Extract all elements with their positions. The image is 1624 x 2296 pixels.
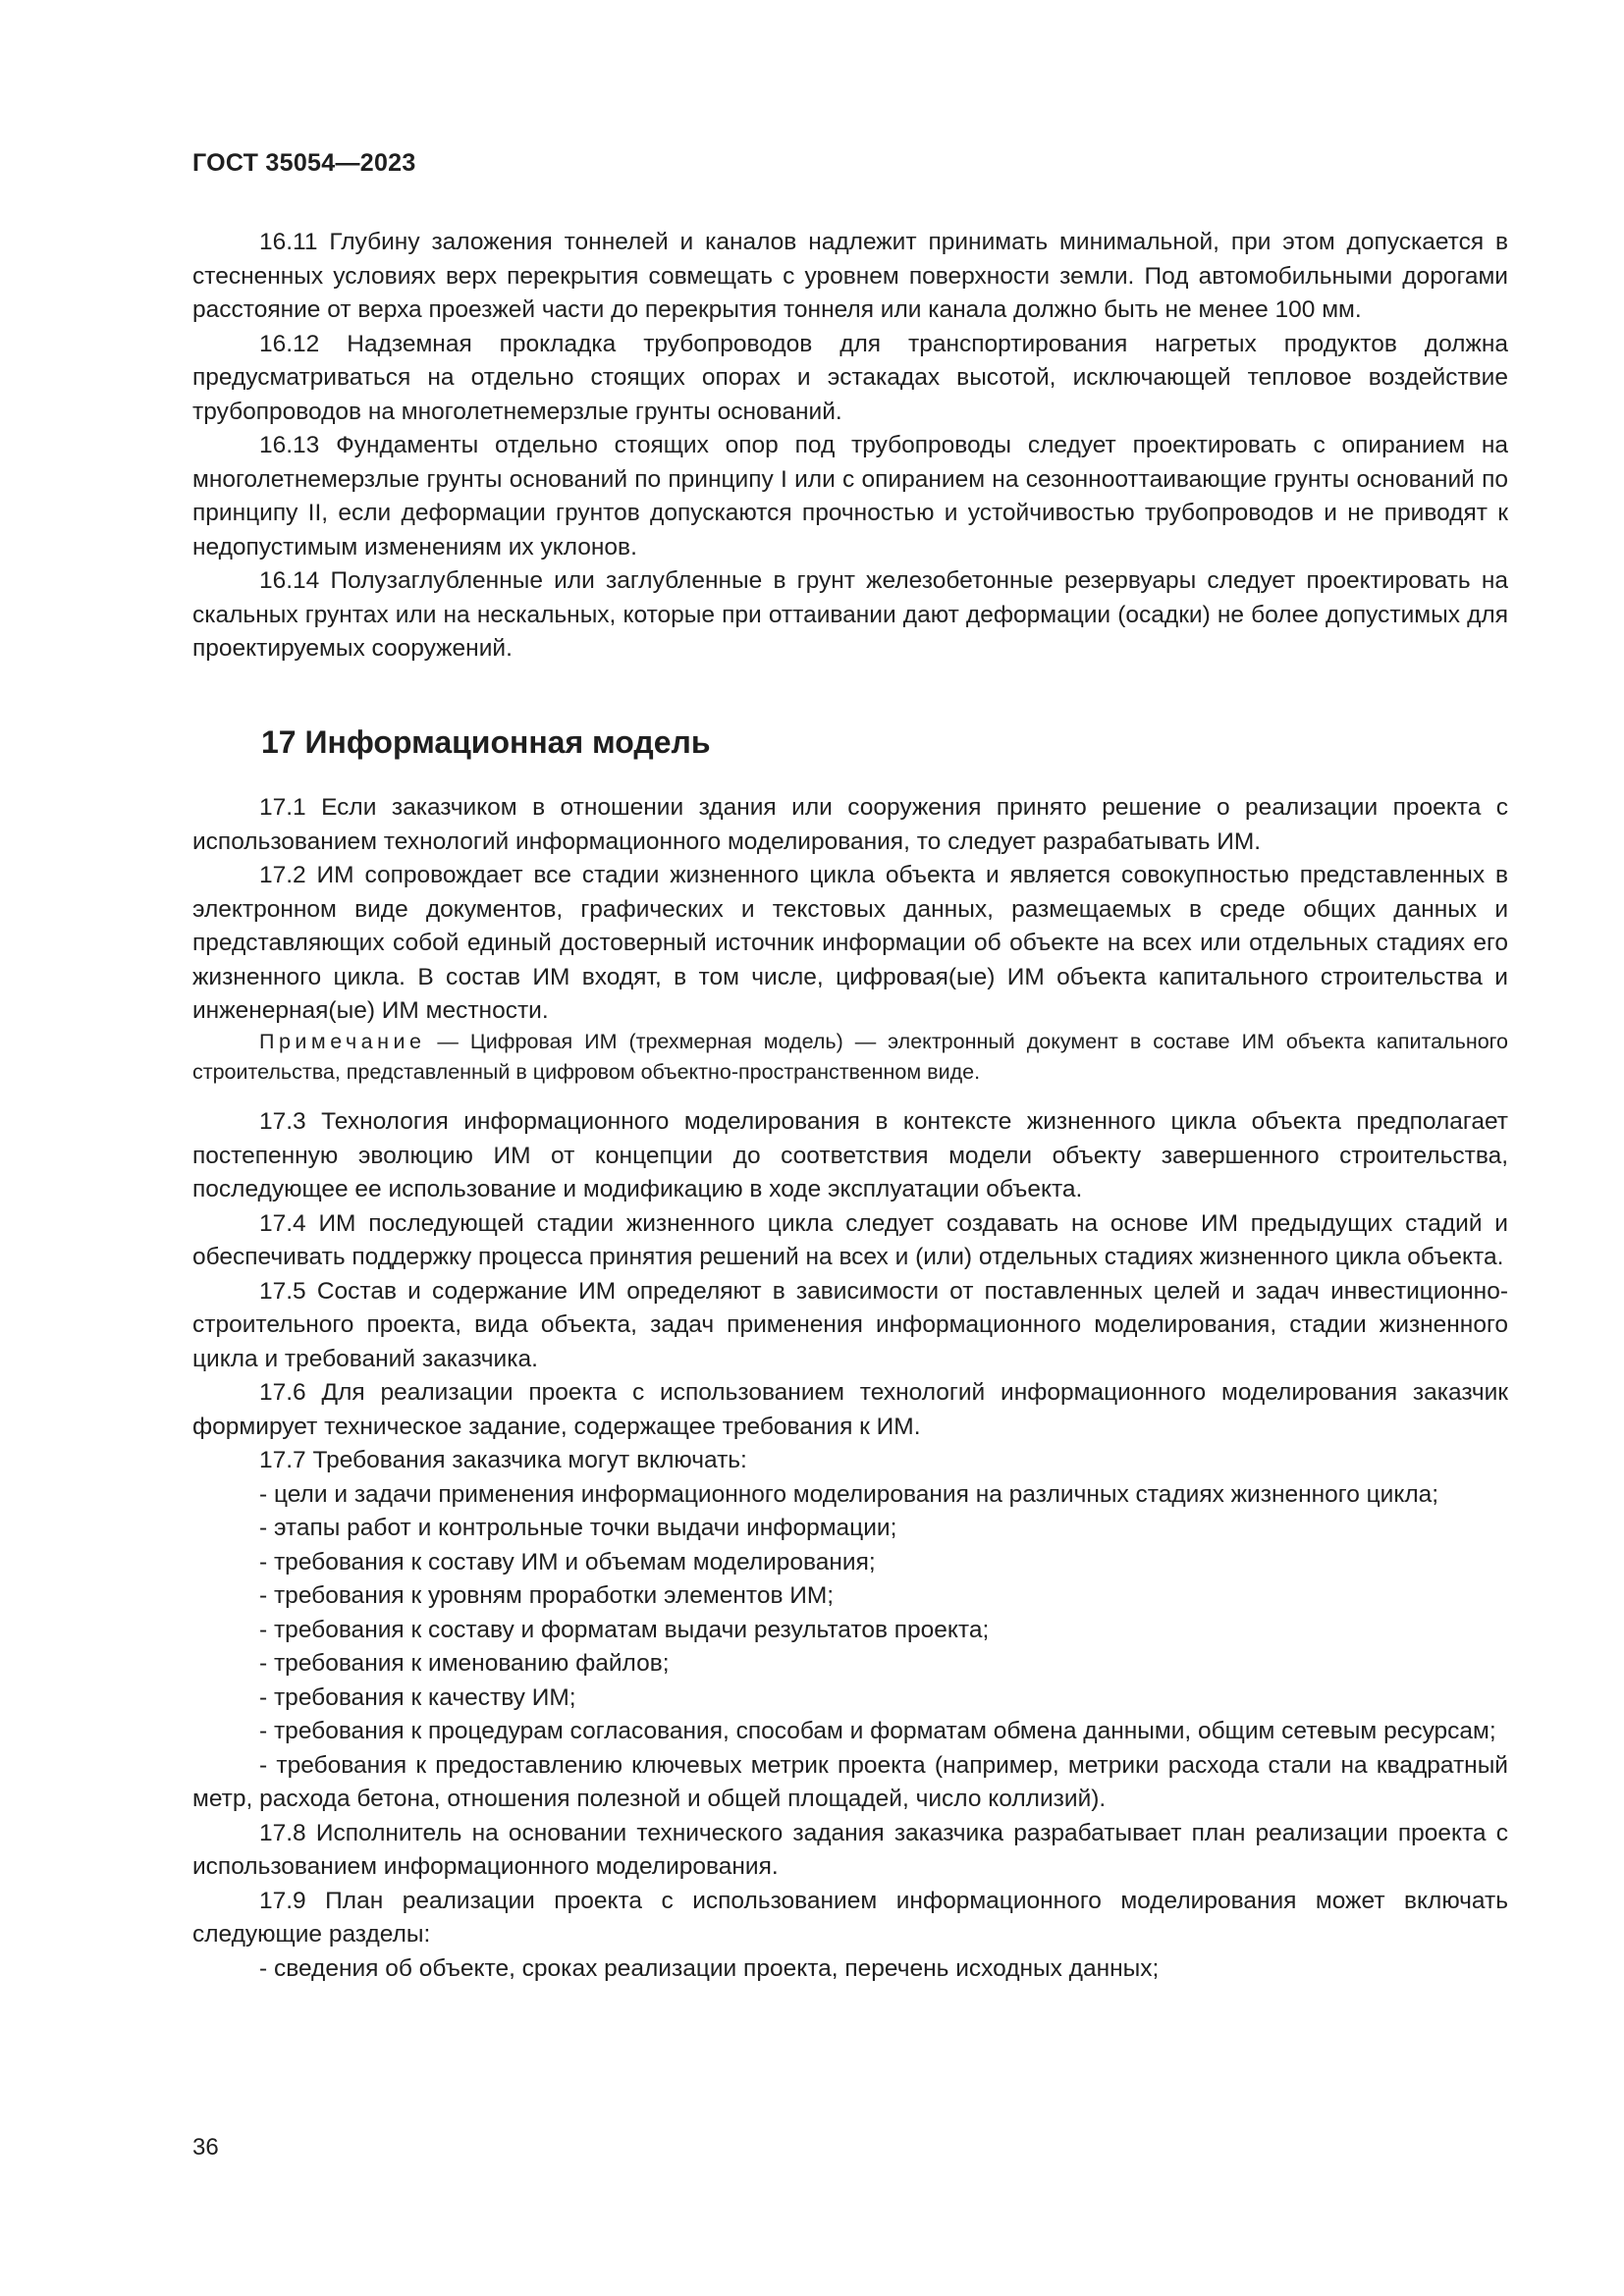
paragraph-16-13: 16.13 Фундаменты отдельно стоящих опор под трубопроводы следует проектировать с опиранием на многолетнемерзлые грунты оснований по принципу I или с опиранием на сезоннооттаивающие грунты оснований по принципу II, если деформации грунтов допускаются прочностью и устойчивостью трубопроводов и не приводят к недопустимым изменениям их уклонов. — [192, 432, 1508, 561]
note-block — [192, 1027, 1508, 1088]
list-item: - сведения об объекте, сроках реализации проекта, перечень исходных данных; — [259, 1954, 1160, 1982]
note-text: — Цифровая ИМ (трехмерная модель) — электронный документ в составе ИМ объекта капитального строительства, представленный в цифровом объектно-пространственном виде. — [192, 1030, 1508, 1084]
note-paragraph — [192, 1027, 1508, 1088]
list-item: - требования к именованию файлов; — [259, 1650, 670, 1677]
paragraph-17-4: 17.4 ИМ последующей стадии жизненного цикла следует создавать на основе ИМ предыдущих стадий и обеспечивать поддержку процесса принятия решений на всех и (или) отдельных стадиях жизненного цикла объекта. — [192, 1209, 1508, 1270]
paragraph-17-7: 17.7 Требования заказчика могут включать: — [259, 1447, 747, 1473]
note-label: Примечание — [259, 1030, 426, 1053]
paragraph-17-6: 17.6 Для реализации проекта с использованием технологий информационного моделирования заказчик формирует техническое задание, содержащее требования к ИМ. — [192, 1379, 1508, 1440]
page-number: 36 — [192, 2134, 219, 2161]
paragraph-17-8: 17.8 Исполнитель на основании технического задания заказчика разрабатывает план реализации проекта с использованием информационного моделирования. — [192, 1819, 1508, 1880]
paragraph-16-11: 16.11 Глубину заложения тоннелей и каналов надлежит принимать минимальной, при этом допускается в стесненных условиях верх перекрытия совмещать с уровнем поверхности земли. Под автомобильными дорогами расстояние от верха проезжей части до перекрытия тоннеля или канала должно быть не менее 100 мм. — [192, 229, 1508, 323]
list-item: - этапы работ и контрольные точки выдачи информации; — [259, 1515, 897, 1541]
paragraph-17-2: 17.2 ИМ сопровождает все стадии жизненного цикла объекта и является совокупностью представленных в электронном виде документов, графических и текстовых данных, размещаемых в среде общих данных и представляющих собой единый достоверный источник информации об объекте на всех или отдельных стадиях его жизненного цикла. В состав ИМ входят, в том числе, цифровая(ые) ИМ объекта капитального строительства и инженерная(ые) ИМ местности. — [192, 862, 1508, 1024]
list-item: - требования к качеству ИМ; — [259, 1683, 576, 1711]
paragraph-16-14: 16.14 Полузаглубленные или заглубленные в грунт железобетонные резервуары следует проектировать на скальных грунтах или на нескальных, которые при оттаивании дают деформации (осадки) не более допустимых для проектируемых сооружений. — [192, 567, 1508, 662]
paragraph-17-1: 17.1 Если заказчиком в отношении здания или сооружения принято решение о реализации проекта с использованием технологий информационного моделирования, то следует разрабатывать ИМ. — [192, 794, 1508, 855]
paragraph-17-3: 17.3 Технология информационного моделирования в контексте жизненного цикла объекта предполагает постепенную эволюцию ИМ от концепции до соответствия модели объекту завершенного строительства, последующее ее использование и модификацию в ходе эксплуатации объекта. — [192, 1108, 1508, 1202]
paragraph-17-9: 17.9 План реализации проекта с использованием информационного моделирования может включать следующие разделы: — [192, 1887, 1508, 1948]
list-item: - цели и задачи применения информационного моделирования на различных стадиях жизненного цикла; — [259, 1480, 1439, 1508]
section-16-text — [192, 226, 1508, 667]
document-header: ГОСТ 35054—2023 — [192, 149, 416, 177]
section-17-intro — [192, 791, 1508, 1029]
section-17-heading: 17 Информационная модель — [261, 724, 711, 760]
list-item: - требования к процедурам согласования, способам и форматам обмена данными, общим сетевым ресурсам; — [259, 1718, 1496, 1744]
list-item: - требования к предоставлению ключевых метрик проекта (например, метрики расхода стали на квадратный метр, расхода бетона, отношения полезной и общей площадей, число коллизий). — [192, 1751, 1508, 1812]
section-17-body — [192, 1105, 1508, 1986]
paragraph-16-12: 16.12 Надземная прокладка трубопроводов для транспортирования нагретых продуктов должна предусматриваться на отдельно стоящих опорах и эстакадах высотой, исключающей тепловое воздействие трубопроводов на многолетнемерзлые грунты оснований. — [192, 330, 1508, 425]
list-item: - требования к составу и форматам выдачи результатов проекта; — [259, 1616, 990, 1643]
list-item: - требования к уровням проработки элементов ИМ; — [259, 1582, 835, 1609]
paragraph-17-5: 17.5 Состав и содержание ИМ определяют в зависимости от поставленных целей и задач инвестиционно-строительного проекта, вида объекта, задач применения информационного моделирования, стадии жизненного цикла и требований заказчика. — [192, 1277, 1508, 1372]
list-item: - требования к составу ИМ и объемам моделирования; — [259, 1548, 876, 1575]
